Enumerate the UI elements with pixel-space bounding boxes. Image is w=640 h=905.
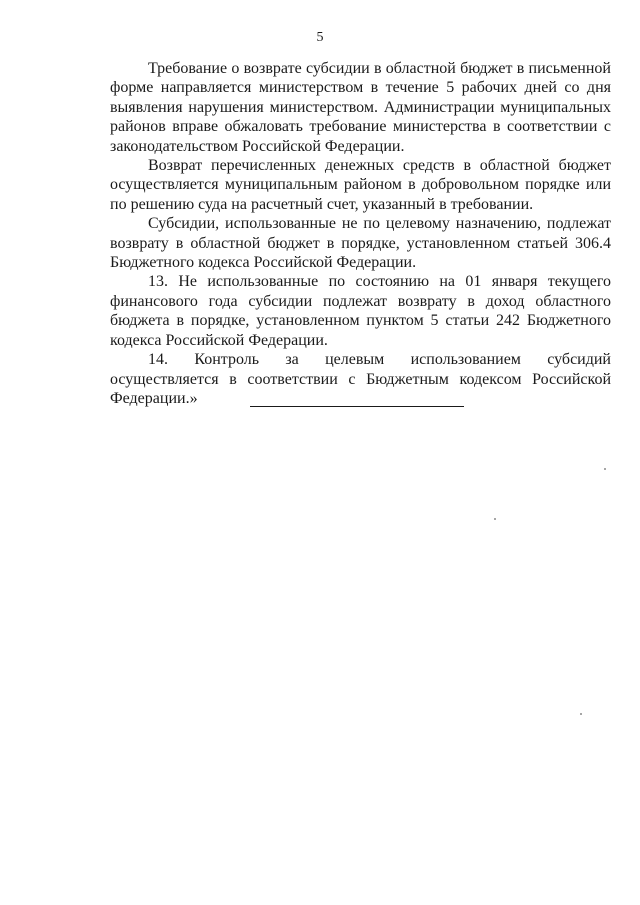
page-number: 5 <box>316 30 324 45</box>
paragraph-misused-subsidies: Субсидии, использованные не по целевому назначению, подлежат возврату в областной бюджет в порядке, установленном статьей 306.4 Бюджетного кодекса Российской Федерации. <box>110 215 611 272</box>
paragraph-funds-return: Возврат перечисленных денежных средств в областной бюджет осуществляется муниципальным районом в добровольном порядке или по решению суда на расчетный счет, указанный в требовании. <box>110 157 611 213</box>
paragraph-item-14: 14. Контроль за целевым использованием субсидий осуществляется в соответствии с Бюджетным кодексом Российской Федерации.» <box>110 351 611 407</box>
scan-speck <box>580 713 582 715</box>
scan-speck <box>494 518 496 520</box>
document-body <box>110 59 611 408</box>
scan-speck <box>604 468 606 470</box>
paragraph-item-13: 13. Не использованные по состоянию на 01 января текущего финансового года субсидии подлежат возврату в доход областного бюджета в порядке, установленном пунктом 5 статьи 242 Бюджетного кодекса Российской Федерации. <box>110 273 611 349</box>
paragraph-subsidy-return-requirement: Требование о возврате субсидии в областной бюджет в письменной форме направляется министерством в течение 5 рабочих дней со дня выявления нарушения министерством. Администрации муниципальных районов вправе обжаловать требование министерства в соответствии с законодательством Российской Федерации. <box>110 60 611 155</box>
end-of-text-rule <box>250 406 464 407</box>
